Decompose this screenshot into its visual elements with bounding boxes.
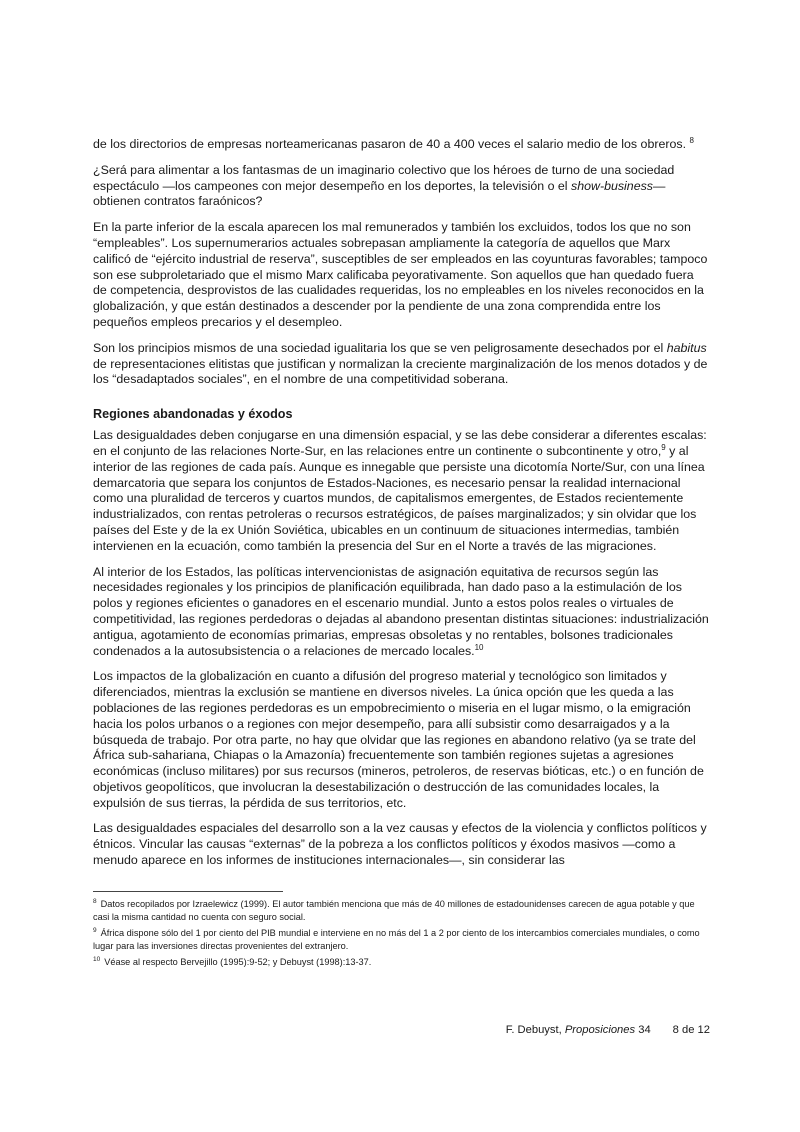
paragraph-1: [93, 137, 710, 153]
paragraph-3: En la parte inferior de la escala aparecen los mal remunerados y también los excluidos, todos los que no son “empleables”. Los supernumerarios actuales sobrepasan ampliamente la categoría de aquellos que Marx calificó de “ejército industrial de reserva”, susceptibles de ser empleados en las coyunturas favorables; tampoco son ese subproletariado que el mismo Marx calificaba peyorativamente. Son aquellos que han quedado fuera de competencia, desprovistos de las cualidades requeridas, los no empleables en los niveles reconocidos en la globalización, y que están destinados a descender por la pendiente de una zona comprendida entre los pequeños empleos precarios y el desempleo.: [93, 220, 708, 329]
paragraph-text: de los directorios de empresas norteamericanas pasaron de 40 a 400 veces el salario medio de los obreros.: [93, 137, 690, 151]
paragraph-7: Los impactos de la globalización en cuanto a difusión del progreso material y tecnológico son limitados y diferenciados, mientras la exclusión se mantiene en diversos niveles. La única opción que les queda a las poblaciones de las regiones perdedoras es un empobrecimiento o miseria en el lugar mismo, o la emigración hacia los polos urbanos o a regiones con mejor desempeño, para allí subsistir como desarraigados y a la búsqueda de trabajo. Por otra parte, no hay que olvidar que las regiones en abandono relativo (ya se trate del África sub-sahariana, Chiapas o la Amazonía) frecuentemente son también regiones sujetas a agresiones económicas (incluso militares) por sus recursos (mineros, petroleros, de reservas bióticas, etc.) o en función de objetivos geopolíticos, que involucran la desestabilización o destrucción de las comunidades locales, la expulsión de sus tierras, la pérdida de sus territorios, etc.: [93, 669, 704, 810]
page-footer: [93, 1024, 710, 1036]
footnote-number: 9: [93, 927, 97, 934]
page-number: 8 de 12: [672, 1024, 710, 1036]
footnote-text: Véase al respecto Bervejillo (1995):9-52; y Debuyst (1998):13-37.: [104, 957, 372, 967]
italic-term: habitus: [666, 340, 707, 355]
footnote-9: [93, 927, 713, 953]
paragraph-text: de representaciones elitistas que justifican y normalizan la creciente marginalización de los menos dotados y de los “desadaptados sociales”, en el nombre de una competitividad soberana.: [93, 356, 708, 387]
paragraph-8: Las desigualdades espaciales del desarrollo son a la vez causas y efectos de la violencia y conflictos políticos y étnicos. Vincular las causas “externas” de la pobreza a los conflictos políticos y éxodos masivos —como a menudo aparece en los informes de instituciones internacionales—, sin considerar las: [93, 821, 707, 868]
footnote-divider: [93, 891, 283, 892]
document-body: [93, 137, 710, 879]
paragraph-text: Son los principios mismos de una sociedad igualitaria los que se ven peligrosamente desechados por el: [93, 340, 667, 355]
paragraph-2: [93, 163, 710, 210]
footer-journal: Proposiciones: [564, 1024, 636, 1036]
footnote-8: [93, 898, 713, 924]
paragraph-5: [93, 428, 710, 554]
footer-issue: 34: [635, 1024, 651, 1036]
footnote-ref-8[interactable]: 8: [689, 136, 694, 145]
footnote-text: Datos recopilados por Izraelewicz (1999). El autor también menciona que más de 40 millones de estadounidenses carecen de agua potable y que casi la misma cantidad no cuenta con seguro social.: [93, 899, 695, 922]
paragraph-text: Al interior de los Estados, las políticas intervencionistas de asignación equitativa de recursos según las necesidades regionales y los principios de planificación equilibrada, han dado paso a la estimulación de los polos y regiones eficientes o ganadores en el escenario mundial. Junto a estos polos reales o virtuales de competitividad, las regiones perdedoras o dejadas al abandono presentan distintas situaciones: industrialización antigua, agotamiento de economías primarias, empresas obsoletas y no rentables, bolsones tradicionales condenados a la autosubsistencia o a relaciones de mercado locales.: [93, 564, 709, 658]
footnote-ref-10[interactable]: 10: [474, 642, 484, 652]
section-heading: Regiones abandonadas y éxodos: [93, 407, 293, 422]
footnote-number: 8: [93, 898, 97, 905]
paragraph-4: [93, 341, 710, 388]
paragraph-text: y al interior de las regiones de cada país. Aunque es innegable que persiste una dicotomía Norte/Sur, con una línea demarcatoria que separa los conjuntos de Estados-Naciones, es necesario pensar la realidad internacional como una pluralidad de terceros y cuartos mundos, de capitalismos emergentes, de Estados recientemente industrializados, con rentas petroleras o recursos estratégicos, de países marginalizados; y sin olvidar que los países del Este y de la ex Unión Soviética, ubicables en un continuum de situaciones intermedias, también intervienen en la ecuación, como también la presencia del Sur en el Norte a través de las migraciones.: [93, 443, 705, 553]
footnote-ref-9[interactable]: 9: [661, 442, 666, 452]
paragraph-text: Las desigualdades deben conjugarse en una dimensión espacial, y se las debe considerar a diferentes escalas: en el conjunto de las relaciones Norte-Sur, en las relaciones entre un continente o subcontinente y otro,: [93, 428, 707, 458]
footnote-text: África dispone sólo del 1 por ciento del PIB mundial e interviene en no más del 1 a 2 por ciento de los intercambios comerciales mundiales, o como lugar para las inversiones directas provenientes del extranjero.: [93, 928, 700, 951]
paragraph-6: [93, 565, 710, 660]
footnote-10: [93, 956, 713, 969]
paragraph-text: — obtienen contratos faraónicos?: [93, 178, 666, 209]
footnotes: [93, 898, 713, 972]
italic-term: show-business: [571, 178, 653, 193]
footer-author: F. Debuyst,: [505, 1024, 565, 1036]
paragraph-text: ¿Será para alimentar a los fantasmas de un imaginario colectivo que los héroes de turno de una sociedad espectáculo —los campeones con mejor desempeño en los deportes, la televisión o el: [93, 162, 675, 193]
footnote-number: 10: [93, 956, 101, 963]
